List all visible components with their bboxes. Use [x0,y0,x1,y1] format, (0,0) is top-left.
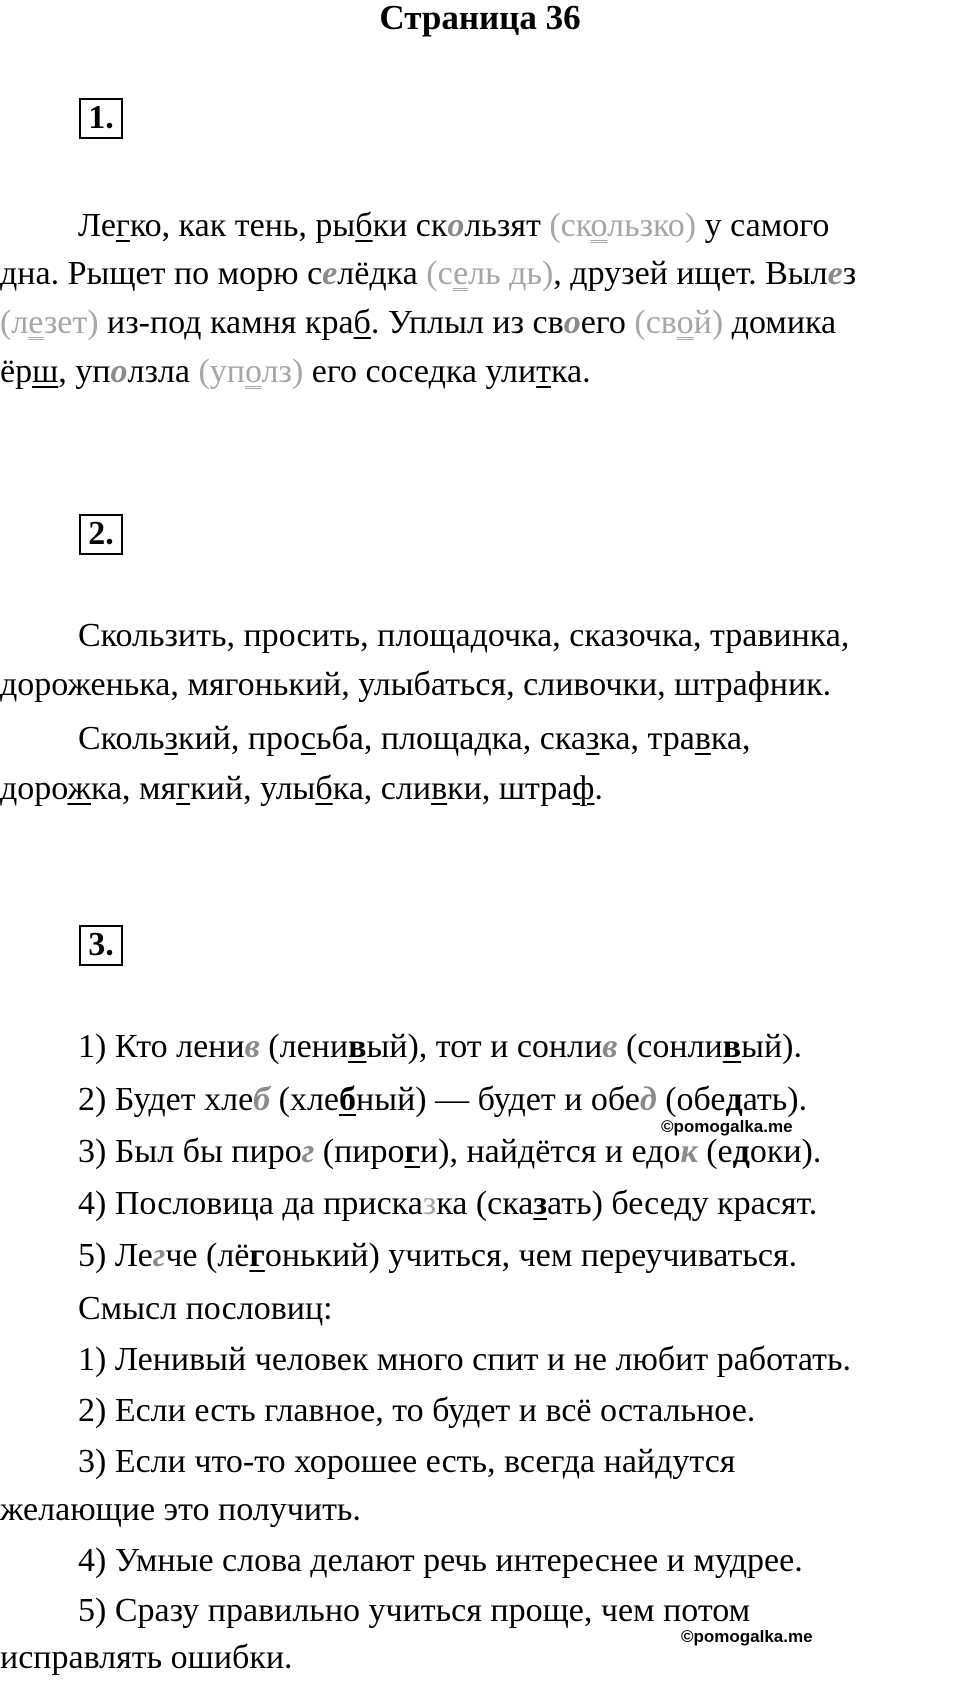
meaning-3b: желающие это получить. [0,1491,361,1528]
task2-line-1: Скользить, просить, площадочка, сказочка, травинка, [78,617,850,654]
task1-line-4: ёрш, уползла (уполз) его соседка улитка. [0,353,591,390]
meaning-5b: исправлять ошибки. [0,1639,293,1676]
page-title: Страница 36 [379,0,581,37]
meaning-1: 1) Ленивый человек много спит и не любит работать. [78,1341,851,1378]
task2-line-4: дорожка, мягкий, улыбка, сливки, штраф. [0,770,603,807]
task-number-3: 3. [79,925,123,966]
proverb-3: 3) Был бы пирог (пироги), найдётся и едок (едоки). [78,1133,822,1170]
proverb-1: 1) Кто ленив (ленивый), тот и сонлив (сонливый). [78,1028,802,1065]
task-number-2: 2. [79,514,123,555]
task-number-1: 1. [79,98,123,139]
meaning-title: Смысл пословиц: [78,1290,333,1327]
task1-line-1: Легко, как тень, рыбки скользят (скользко) у самого [78,207,830,244]
proverb-4: 4) Пословица да присказка (сказать) беседу красят. [78,1185,818,1222]
task1-line-2: дна. Рыщет по морю селёдка (сель дь), друзей ищет. Вылез [0,255,857,292]
task2-line-3: Скользкий, просьба, площадка, сказка, травка, [78,720,751,757]
proverb-5: 5) Легче (лёгонький) учиться, чем переучиваться. [78,1237,798,1274]
meaning-2: 2) Если есть главное, то будет и всё остальное. [78,1392,756,1429]
meaning-4: 4) Умные слова делают речь интереснее и мудрее. [78,1542,803,1579]
meaning-5a: 5) Сразу правильно учиться проще, чем потом [78,1592,751,1629]
task2-line-2: дороженька, мягонький, улыбаться, сливочки, штрафник. [0,666,832,703]
watermark-bottom: ©pomogalka.me [681,1627,813,1646]
task1-line-3: (лезет) из-под камня краб. Уплыл из своего (свой) домика [0,304,837,341]
watermark: ©pomogalka.me [661,1117,793,1136]
proverb-2: 2) Будет хлеб (хлебный) — будет и обед (обедать). [78,1081,808,1118]
meaning-3a: 3) Если что-то хорошее есть, всегда найдутся [78,1443,736,1480]
